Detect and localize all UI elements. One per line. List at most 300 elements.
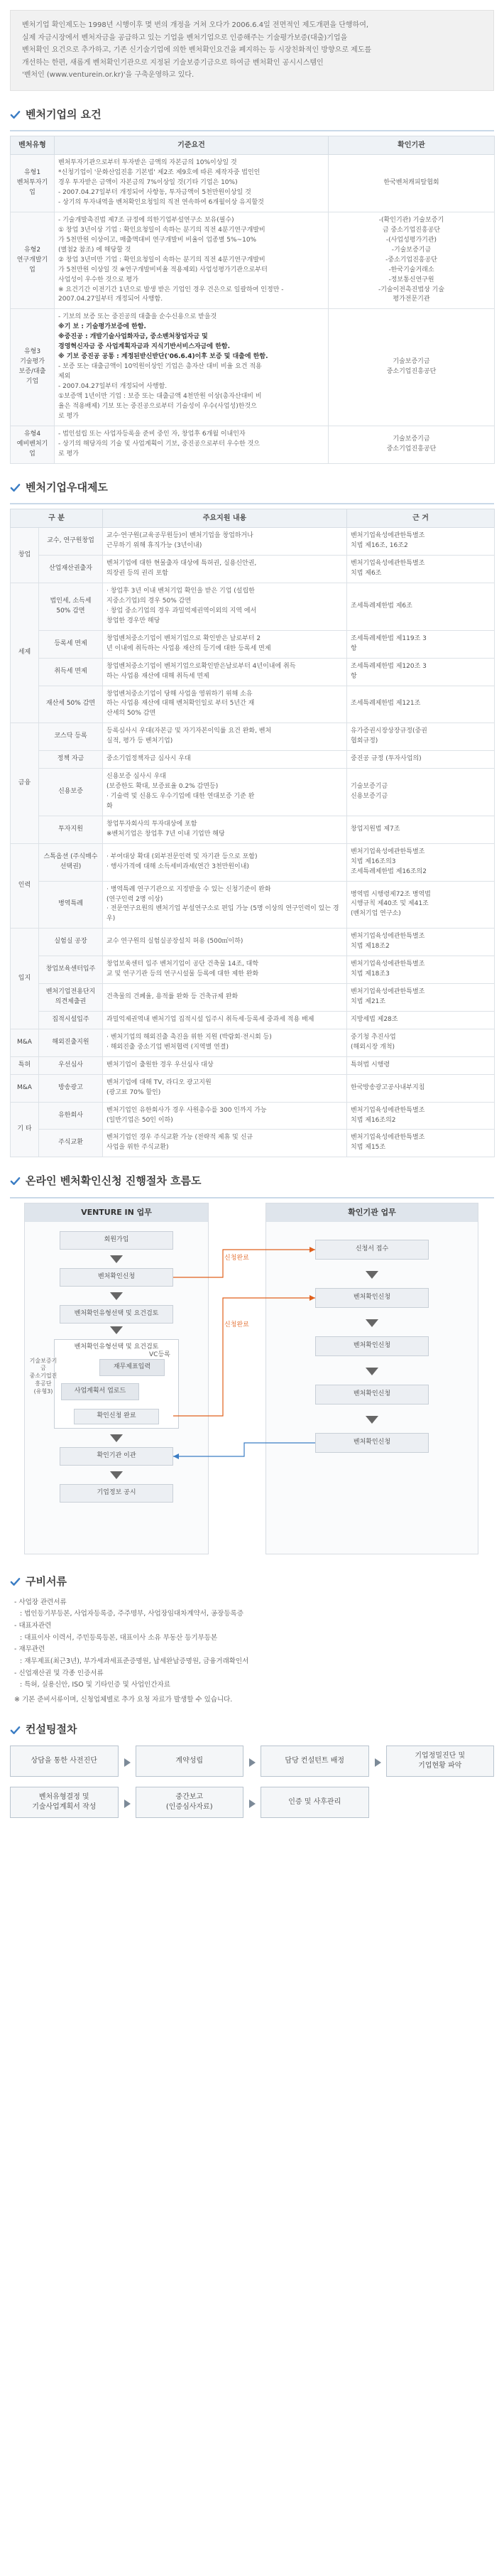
- document-line: - 사업장 관련서류: [14, 1598, 67, 1606]
- documents-list: [10, 1597, 494, 1706]
- cell-line: 하는 사업용 재산에 대해 벤처확인일로 부터 5년간 재: [106, 700, 255, 708]
- cell-line: 금 중소기업진흥공단: [382, 226, 441, 234]
- cell-line: 기업: [26, 377, 39, 385]
- cell-line: 중소기업정책자금 심사시 우대: [106, 755, 191, 763]
- cell-line: -중소기업진흥공단: [385, 256, 437, 264]
- basis-cell: [347, 686, 495, 723]
- check-icon: [10, 109, 21, 120]
- flow-step-select-type: 벤처확인유형선택 및 요건검토: [60, 1305, 173, 1324]
- cell-line: 창업투자회사의 투자대상에 포함: [106, 820, 197, 828]
- cell-line: - 상기의 해당자의 기술 및 사업계획이 기보, 중진공으로부터 우수한 것으: [58, 440, 260, 448]
- vc-label: VC등록: [149, 1351, 170, 1358]
- section-title-requirements: [10, 107, 494, 123]
- cell-line: 사업을 위한 주식교환): [106, 1144, 169, 1152]
- cell-line: 한국방송광고공사내부지침: [351, 1083, 425, 1091]
- basis-cell: [347, 843, 495, 881]
- flow-step-agency-4: 벤처확인신청: [315, 1433, 429, 1453]
- cell-line: -기술보증기금: [391, 246, 432, 254]
- basis-cell: [347, 929, 495, 956]
- cell-line: - 상기의 투자내역을 벤처확인요청일의 직전 연속하여 6개월이상 유지할것: [58, 199, 264, 206]
- document-line: - 대표자관련: [14, 1622, 52, 1630]
- cell-line: · 벤처기업의 해외진출 촉진을 위한 지원 (박람회·전시회 등): [106, 1033, 272, 1041]
- support-cell: [103, 843, 347, 881]
- cell-line: 치법 제18조2: [351, 943, 390, 951]
- cell-line: -기술이전촉진법상 기술: [378, 286, 445, 293]
- cell-line: 항: [351, 672, 357, 680]
- flow-step-receive: 신청서 접수: [315, 1240, 429, 1260]
- support-cell: [103, 630, 347, 658]
- check-icon: [10, 1176, 21, 1186]
- section-title-flow: [10, 1173, 494, 1189]
- cell-line: 벤처기업육성에관한특별조: [351, 848, 425, 855]
- cell-line: ※ 기보 중진공 공통 : 계정된받신받단('06.6.4)이후 보증 및 대출에 한함.: [58, 353, 268, 361]
- section-title-text: 구비서류: [26, 1574, 67, 1588]
- cell-line: - 법인설립 또는 사업자등록을 준비 중인 자, 창업후 6개월 이내인자: [58, 430, 246, 438]
- subcategory-cell: 등록세 면제: [39, 630, 103, 658]
- cell-line: 치법 제16조의2: [351, 1116, 396, 1124]
- subcategory-cell: 벤처기업전용단지 의견제출권: [39, 984, 103, 1012]
- basis-cell: [347, 1102, 495, 1130]
- cell-line: ② 창업 3년미만 기업 : 확인요청일이 속하는 분기의 직전 4분기연구개발비: [58, 256, 265, 264]
- cell-line: (광고료 70% 할인): [106, 1088, 161, 1096]
- table-row: [11, 528, 495, 556]
- cell-line: -한국기술거래소: [388, 266, 434, 274]
- cell-line: 벤처기업인 경우 주식교환 가능 (전략적 제휴 및 신규: [106, 1134, 253, 1142]
- cell-line: 보증/대출: [18, 368, 46, 376]
- table-row: [11, 843, 495, 881]
- cell-line: 경우 투자받은 금액이 자본금의 7%이상일 것(기타 기업은 10%): [58, 179, 238, 187]
- document-line: : 법인등기부등본, 사업자등록증, 주주명부, 사업장임대차계약서, 공장등록증: [20, 1610, 243, 1618]
- basis-cell: [347, 984, 495, 1012]
- cell-line: 협회규정): [351, 737, 378, 745]
- basis-cell: [347, 1056, 495, 1074]
- basis-cell: [347, 1074, 495, 1102]
- support-cell: [103, 1074, 347, 1102]
- category-cell: M&A: [11, 1074, 39, 1102]
- cell-line: 조세특례제한법 제120조 3: [351, 662, 427, 670]
- side-note: [27, 1358, 60, 1396]
- cell-line: 한국벤처캐피탈협회: [383, 179, 439, 187]
- agency-cell: [329, 155, 495, 212]
- cell-line: ※ 요건기간 이전기간 1년으로 발생 받은 기업인 경우 건은으로 일괄하여 인정만 -: [58, 286, 284, 293]
- cell-line: 지방세법 제28조: [351, 1015, 398, 1023]
- flow-step-review: 벤처확인유형선택 및 요건검토: [74, 1343, 159, 1351]
- table-row: [11, 556, 495, 583]
- column-header: 벤처유형: [11, 136, 55, 155]
- arrow-down-icon: [366, 1271, 378, 1279]
- section-title-consulting: [10, 1721, 494, 1738]
- cell-line: 유형2: [23, 246, 41, 254]
- divider: [10, 1197, 494, 1198]
- flow-step-complete: 확인신청 완료: [74, 1409, 159, 1424]
- cell-line: ①보증액 1년이만 기업 : 보증 또는 대출금액 4천만원 이상(총자산대비 비: [58, 392, 262, 400]
- cell-line: 중소기업진흥공단: [386, 368, 437, 376]
- flow-step-agency-3: 벤처확인신청: [315, 1385, 429, 1405]
- subcategory-cell: 유한회사: [39, 1102, 103, 1130]
- table-row: [11, 1056, 495, 1074]
- cell-line: · 창업후 3년 이내 벤처기업 확인을 받은 기업 (설립한: [106, 588, 255, 595]
- cell-line: - 2007.04.27일부터 개정되어 사항동, 투자금액이 5천만원이상일 것: [58, 189, 251, 197]
- subcategory-cell: 실험실 공장: [39, 929, 103, 956]
- arrow-down-icon: [110, 1471, 123, 1479]
- cell-line: ※벤처기업은 창업후 7년 이내 기업만 해당: [106, 830, 225, 838]
- flow-step-agency-2: 벤처확인신청: [315, 1336, 429, 1356]
- cell-line: (별첨2 참조) 에 해당할 것: [58, 246, 131, 254]
- basis-cell: [347, 769, 495, 816]
- cell-line: 치법 제18조3: [351, 970, 390, 978]
- column-header: 기준요건: [55, 136, 329, 155]
- requirement-cell: [55, 212, 329, 308]
- flow-label-submit: 신청완료: [224, 1254, 249, 1262]
- support-cell: [103, 1130, 347, 1157]
- support-cell: [103, 1102, 347, 1130]
- cell-line: *신청기업이 '문화산업진흥 기본법' 제2조 제9호에 따른 제작자중 법인인: [58, 169, 261, 177]
- arrow-down-icon: [110, 1326, 123, 1334]
- cell-line: 창업지원법 제7조: [351, 825, 400, 833]
- support-cell: [103, 956, 347, 984]
- cell-line: 벤처기업에 대해 TV, 라디오 광고지원: [106, 1078, 212, 1086]
- table-row: [11, 658, 495, 686]
- column-header: 근 거: [347, 509, 495, 528]
- subcategory-cell: 코스닥 등록: [39, 723, 103, 751]
- cell-line: 벤처기업육성에관한특별조: [351, 1134, 425, 1142]
- cell-line: 유가증권시장상장규정(중권: [351, 727, 427, 735]
- column-heading: VENTURE IN 업무: [25, 1203, 208, 1222]
- cell-line: ※중진공 : 개발기술사업화자금, 중소벤처창업자금 및: [58, 333, 208, 341]
- subcategory-cell: 창업보육센터입주: [39, 956, 103, 984]
- cell-line: (보증한도 확대, 보증료율 0.2% 감면등): [106, 783, 219, 791]
- side-note-line: (유형3): [33, 1387, 53, 1395]
- support-cell: [103, 881, 347, 929]
- table-row: [11, 426, 495, 463]
- cell-line: (일반기업은 50인 이하): [106, 1116, 173, 1124]
- side-note-line: 중소기업진흥공단: [29, 1373, 57, 1387]
- cell-line: 조세특례제한법 제6조: [351, 602, 412, 610]
- document-line: : 특허, 실용신안, ISO 및 기타인증 및 사업인간자료: [20, 1681, 170, 1689]
- document-line: - 재무관련: [14, 1645, 45, 1654]
- cell-line: 중소기업진흥공단: [386, 445, 437, 453]
- category-cell: 인력: [11, 843, 39, 929]
- column-header: 확인기관: [329, 136, 495, 155]
- flow-step-financials: 재무제표입력: [99, 1359, 165, 1376]
- flow-step-apply: 벤처확인신청: [60, 1268, 173, 1287]
- cell-line: 창업한 경우만 해당: [106, 617, 160, 624]
- cell-line: 신용보증기금: [351, 793, 388, 800]
- subcategory-cell: 투자지원: [39, 816, 103, 843]
- cell-line: - 기술개발촉진법 제7조 규정에 의한기업부설연구소 보유(필수): [58, 216, 234, 224]
- cell-line: 화: [106, 802, 113, 810]
- table-row: [11, 881, 495, 929]
- cell-line: 벤처투자기업: [16, 179, 48, 197]
- cell-line: 유형1: [23, 169, 41, 177]
- flowchart: [10, 1203, 494, 1558]
- flow-step-transfer: 확인기관 이관: [60, 1447, 173, 1466]
- cell-line: 특허법 시행령: [351, 1061, 390, 1068]
- category-cell: 입지: [11, 929, 39, 1029]
- cell-line: 치법 제21조: [351, 998, 386, 1005]
- cell-line: 기술보증기금: [393, 435, 430, 443]
- basis-cell: [347, 630, 495, 658]
- support-cell: [103, 556, 347, 583]
- basis-cell: [347, 751, 495, 769]
- cell-line: 예비벤처기업: [16, 440, 48, 458]
- support-cell: [103, 929, 347, 956]
- category-cell: 특허: [11, 1056, 39, 1074]
- document-line: : 재무제표(최근3년), 부가세과세표준증명원, 납세완납증명원, 금융거래확인서: [20, 1657, 249, 1665]
- cell-line: 벤처기업육성에관한특별조: [351, 532, 425, 540]
- cell-line: 신용보증 심사시 우대: [106, 773, 166, 781]
- arrow-down-icon: [366, 1416, 378, 1424]
- cell-line: 벤처기업육성에관한특별조: [351, 960, 425, 968]
- divider: [10, 130, 494, 131]
- cell-line: 벤처기업인 유한회사가 경우 사원총수를 300 인까지 가능: [106, 1106, 267, 1114]
- intro-line: 개선하는 한편, 새롭게 벤처확인기관으로 지정된 기술보증기금으로 하여금 벤처확인 공시시스템인: [22, 58, 324, 67]
- column-heading: 확인기관 업무: [266, 1203, 478, 1222]
- cell-line: 연구개발기업: [16, 256, 48, 274]
- table-row: [11, 583, 495, 631]
- support-cell: [103, 723, 347, 751]
- venture-type-cell: [11, 155, 55, 212]
- cell-line: 조세특례제한법 제121조: [351, 700, 421, 708]
- benefits-table: [10, 509, 495, 1158]
- venture-type-cell: [11, 212, 55, 308]
- support-cell: [103, 1011, 347, 1029]
- cell-line: - 보증 또는 대출금액이 10억원이상인 기업은 총자산 대비 비율 요건 적용: [58, 363, 262, 371]
- category-cell: 세제: [11, 583, 39, 723]
- requirement-cell: [55, 309, 329, 426]
- table-row: [11, 816, 495, 843]
- basis-cell: [347, 1130, 495, 1157]
- cell-line: 로 평가: [58, 450, 79, 458]
- consulting-step: 담당 컨설턴트 배정: [261, 1746, 369, 1777]
- cell-line: 중진공 규정 (투자사업의): [351, 755, 422, 763]
- cell-line: 벤처기업육성에관한특별조: [351, 933, 425, 941]
- arrow-down-icon: [366, 1368, 378, 1375]
- cell-line: 의장권 등의 권리 포함: [106, 570, 168, 578]
- support-cell: [103, 984, 347, 1012]
- side-note-line: 기술보증기금: [29, 1357, 57, 1372]
- table-row: [11, 155, 495, 212]
- requirements-table: [10, 136, 495, 464]
- cell-line: 과밀억제권역내 벤처기업 집적시설 입주시 취득세·등록세 중과세 적용 배제: [106, 1015, 314, 1023]
- cell-line: 유형3: [23, 348, 41, 356]
- documents-note: ※ 기본 준비서류이며, 신청업체별로 추가 요청 자료가 발생할 수 있습니다.: [14, 1695, 233, 1704]
- cell-line: · 전문연구요원의 벤처기업 부설연구소로 편입 가능 (5명 이상의 연구인력이 있는 경우): [106, 905, 339, 923]
- cell-line: · 해외진출 중소기업 벤처협력 (지역별 연결): [106, 1043, 229, 1051]
- consulting-step: 인증 및 사후관리: [261, 1787, 369, 1818]
- cell-line: 평가전문기관: [393, 296, 430, 303]
- support-cell: [103, 769, 347, 816]
- intro-box: [10, 10, 494, 91]
- section-title-text: 온라인 벤처확인신청 진행절차 흐름도: [26, 1174, 202, 1188]
- cell-line: 중기청 추진사업: [351, 1033, 396, 1041]
- table-row: [11, 686, 495, 723]
- requirement-cell: [55, 426, 329, 463]
- cell-line: - 기보의 보증 또는 중진공의 대출을 순수신용으로 받을것: [58, 313, 217, 321]
- support-cell: [103, 686, 347, 723]
- arrow-down-icon: [110, 1255, 123, 1263]
- support-cell: [103, 583, 347, 631]
- flow-step-disclosure: 기업정보 공시: [60, 1484, 173, 1503]
- section-title-documents: [10, 1574, 494, 1590]
- cell-line: 산세의 50% 감면: [106, 710, 156, 718]
- intro-line: 실제 자금시장에서 벤처자금을 공급하고 있는 기업을 벤처기업으로 인증해주는 기술평가보증(대출)기업을: [22, 33, 348, 42]
- cell-line: 병역법 시행령제72조 병역법: [351, 890, 431, 898]
- subcategory-cell: 집적시설입주: [39, 1011, 103, 1029]
- cell-line: 사업성이 우수한 것으로 평가: [58, 276, 138, 283]
- cell-line: 기술보증기금: [351, 783, 388, 791]
- cell-line: 가 5천만원 이상이고, 매출액대비 연구개발비 비율이 업종별 5%~10%: [58, 236, 257, 244]
- basis-cell: [347, 583, 495, 631]
- cell-line: 항: [351, 644, 357, 652]
- cell-line: 지중소기업)의 경우 50% 감면: [106, 597, 192, 605]
- section-title-benefits: [10, 480, 494, 496]
- cell-line: -(사업성평가기관): [385, 236, 437, 244]
- subcategory-cell: 취득세 면제: [39, 658, 103, 686]
- table-row: [11, 1074, 495, 1102]
- cell-line: 조세특례제한법 제16조의2: [351, 867, 427, 875]
- cell-line: (벤처기업 연구소): [351, 910, 401, 918]
- cell-line: 교수 연구원의 실험실공장설치 허용 (500㎡이하): [106, 938, 243, 946]
- cell-line: · 행사가격에 대해 소득세비과세(연간 3천만원이내): [106, 862, 249, 870]
- subcategory-cell: 교수, 연구원창업: [39, 528, 103, 556]
- cell-line: 창업벤처중소기업이 벤처기업으로 확인받은 날로부터 2: [106, 634, 261, 642]
- table-row: [11, 929, 495, 956]
- table-row: [11, 1130, 495, 1157]
- table-row: [11, 212, 495, 308]
- cell-line: 하는 사업용 재산에 대해 취득세 면제: [106, 672, 209, 680]
- cell-line: ※기 보 : 기술평가보증에 한함.: [58, 323, 146, 331]
- subcategory-cell: 재산세 50% 감면: [39, 686, 103, 723]
- cell-line: 창업보육센터 입주 벤처기업이 공단 건축물 14조, 대학: [106, 960, 259, 968]
- cell-line: (연구인력 2명 이상): [106, 895, 163, 903]
- cell-line: 경영혁신자금 중 사업계획자금과 지식기반서비스자금에 한함.: [58, 343, 230, 351]
- cell-line: 년 이내에 취득하는 사업용 재산의 등기에 대한 등록세 면제: [106, 644, 271, 652]
- basis-cell: [347, 1029, 495, 1056]
- cell-line: 유형4: [23, 430, 41, 438]
- subcategory-cell: 우선심사: [39, 1056, 103, 1074]
- intro-line: '벤처인 (www.venturein.or.kr)'을 구축운영하고 있다.: [22, 71, 195, 79]
- intro-line: 벤처확인 요건으로 추가하고, 기존 신기술기업에 의한 벤처확인요건을 폐지하는 등 시장친화적인 방향으로 제도를: [22, 46, 372, 54]
- column-header: 구 분: [11, 509, 103, 528]
- subcategory-cell: 정책 자금: [39, 751, 103, 769]
- flow-step-agency-1: 벤처확인신청: [315, 1288, 429, 1308]
- document-line: : 대표이사 이력서, 주민등록등본, 대표이사 소유 부동산 등기부등본: [20, 1633, 218, 1642]
- cell-line: 건축물의 건폐율, 용적률 완화 등 건축규제 완화: [106, 993, 239, 1001]
- venture-type-cell: [11, 426, 55, 463]
- category-cell: 기 타: [11, 1102, 39, 1157]
- cell-line: · 병역특례 연구기관으로 지정받을 수 있는 신청기준이 완화: [106, 885, 271, 893]
- cell-line: 치법 제6조: [351, 570, 382, 578]
- table-row: [11, 984, 495, 1012]
- category-cell: M&A: [11, 1029, 39, 1056]
- consulting-step: 기업정밀진단 및 기업현황 파악: [386, 1746, 495, 1777]
- basis-cell: [347, 956, 495, 984]
- table-row: [11, 1011, 495, 1029]
- category-cell: 금융: [11, 723, 39, 843]
- arrow-down-icon: [366, 1319, 378, 1327]
- cell-line: 벤처기업육성에관한특별조: [351, 988, 425, 996]
- flow-step-signup: 회원가입: [60, 1231, 173, 1250]
- flow-label-submit: 신청완료: [224, 1321, 249, 1328]
- flow-step-upload-plan: 사업계획서 업로드: [61, 1383, 139, 1400]
- table-row: [11, 309, 495, 426]
- basis-cell: [347, 556, 495, 583]
- cell-line: 벤처투자기관으로부터 투자받은 금액의 자본금의 10%이상일 것: [58, 159, 237, 167]
- subcategory-cell: 병역특례: [39, 881, 103, 929]
- agency-cell: [329, 212, 495, 308]
- arrow-down-icon: [110, 1434, 123, 1442]
- table-row: [11, 630, 495, 658]
- section-title-text: 컨설팅절차: [26, 1723, 77, 1736]
- cell-line: 2007.04.27일부터 개정되어 사행함.: [58, 296, 163, 303]
- cell-line: 율은 적용배제) 기보 또는 중진공으로부터 기술성이 우수(사업성)한것으: [58, 402, 257, 410]
- divider: [10, 503, 494, 504]
- subcategory-cell: 신용보증: [39, 769, 103, 816]
- section-title-text: 벤처기업의 요건: [26, 107, 102, 121]
- basis-cell: [347, 723, 495, 751]
- document-line: - 신업재산권 및 각종 인증서류: [14, 1669, 104, 1677]
- check-icon: [10, 1576, 21, 1587]
- cell-line: 치법 제16조, 16조2: [351, 542, 408, 550]
- subcategory-cell: 해외진출지원: [39, 1029, 103, 1056]
- table-row: [11, 723, 495, 751]
- support-cell: [103, 751, 347, 769]
- column-header: 주요지원 내용: [103, 509, 347, 528]
- consulting-step: 벤처유형결정 및 기술사업계획서 작성: [10, 1787, 119, 1818]
- subcategory-cell: 법인세, 소득세 50% 감면: [39, 583, 103, 631]
- check-icon: [10, 1725, 21, 1736]
- table-row: [11, 1029, 495, 1056]
- agency-cell: [329, 426, 495, 463]
- cell-line: - 2007.04.27일부터 개정되어 사행함.: [58, 382, 168, 390]
- consulting-step: 상담을 통한 사전진단: [10, 1746, 119, 1777]
- basis-cell: [347, 881, 495, 929]
- support-cell: [103, 1029, 347, 1056]
- consulting-step: 계약성립: [136, 1746, 244, 1777]
- cell-line: 기술평가: [20, 358, 45, 366]
- table-row: [11, 751, 495, 769]
- table-row: [11, 1102, 495, 1130]
- cell-line: 벤처기업육성에관한특별조: [351, 1106, 425, 1114]
- cell-line: 교수·연구원(교육공무원등)이 벤처기업을 창업하거나: [106, 532, 253, 540]
- basis-cell: [347, 658, 495, 686]
- cell-line: (해외시장 개척): [351, 1043, 395, 1051]
- cell-line: 조세특례제한법 제119조 3: [351, 634, 427, 642]
- cell-line: 실적, 평가 등 벤처기업): [106, 737, 173, 745]
- cell-line: 창업벤처중소기업이 당해 사업을 영위하기 위해 소유: [106, 690, 253, 698]
- cell-line: 근무하기 위해 휴직가능 (3년이내): [106, 542, 202, 550]
- subcategory-cell: 산업재산권출자: [39, 556, 103, 583]
- subcategory-cell: 방송광고: [39, 1074, 103, 1102]
- section-title-text: 벤처기업우대제도: [26, 480, 108, 494]
- cell-line: ① 창업 3년이상 기업 : 확인요청일이 속하는 분기의 직전 4분기연구개발비: [58, 226, 265, 234]
- consulting-step: 중간보고 (인증심사자료): [136, 1787, 244, 1818]
- cell-line: 교 및 연구기관 등의 연구시설물 등록에 대한 제한 완화: [106, 970, 259, 978]
- cell-line: 제외: [58, 373, 71, 380]
- cell-line: · 창업 중소기업의 경우 과밀억제권역이외의 지역 에서: [106, 607, 257, 615]
- cell-line: 가 5천만원 이상일 것 ※연구개발비비율 적용제외) 사업성평가기관으로부터: [58, 266, 268, 274]
- venture-type-cell: [11, 309, 55, 426]
- cell-line: 벤처기업육성에관한특별조: [351, 560, 425, 568]
- cell-line: 기술보증기금: [393, 358, 430, 366]
- support-cell: [103, 1056, 347, 1074]
- support-cell: [103, 528, 347, 556]
- subcategory-cell: 주식교환: [39, 1130, 103, 1157]
- category-cell: 창업: [11, 528, 39, 583]
- cell-line: 치법 제15조: [351, 1144, 386, 1152]
- check-icon: [10, 482, 21, 493]
